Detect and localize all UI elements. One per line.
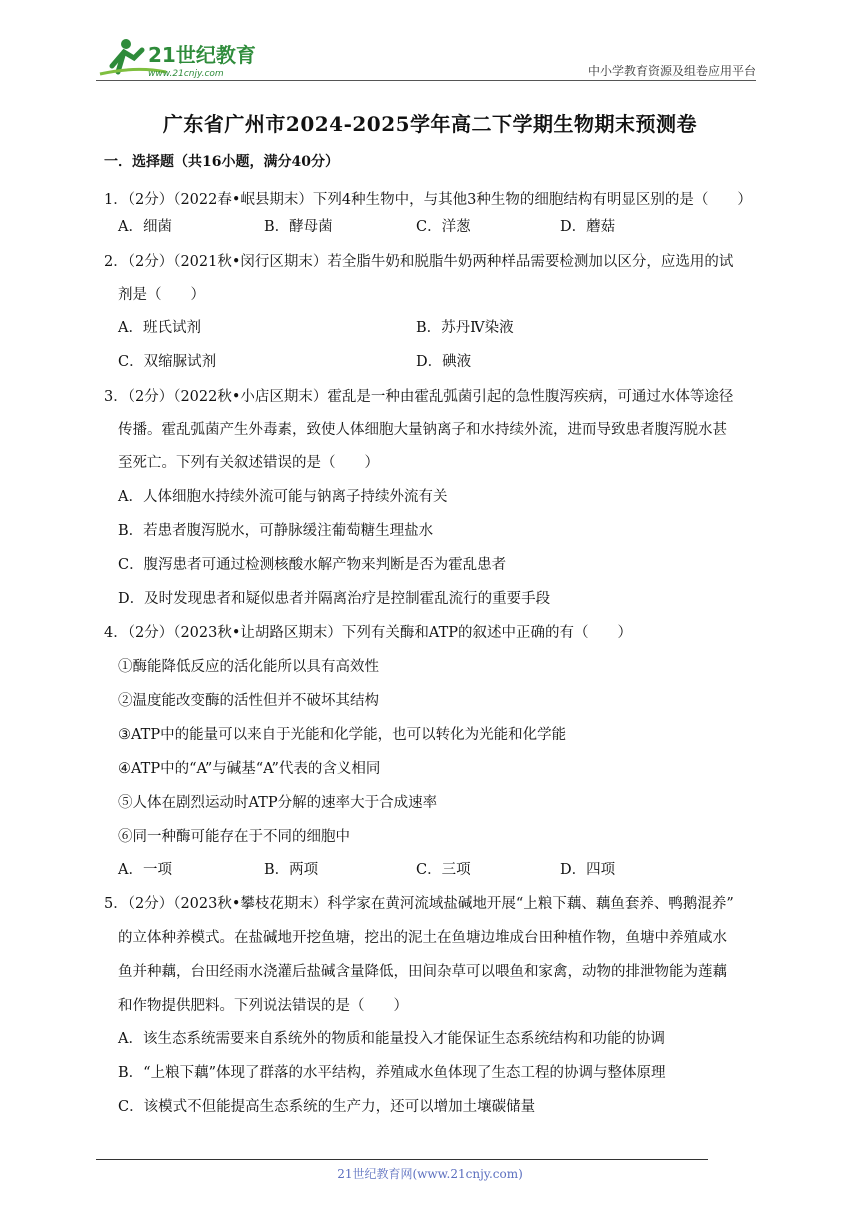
question-2-text: 2．（2分）（2021秋•闵行区期末）若全脂牛奶和脱脂牛奶两种样品需要检测加以区分，应选用的试 (104, 254, 734, 270)
question-2-text-cont: 剂是（ ） (118, 287, 205, 303)
option-b: B．两项 (264, 862, 319, 878)
option-a: A．细菌 (118, 219, 172, 235)
site-logo (96, 36, 266, 80)
question-3-option-a: A．人体细胞水持续外流可能与钠离子持续外流有关 (118, 489, 448, 505)
question-5-option-c: C．该模式不但能提高生态系统的生产力，还可以增加土壤碳储量 (118, 1099, 536, 1115)
option-a: A．一项 (118, 862, 172, 878)
question-3-option-d: D．及时发现患者和疑似患者并隔离治疗是控制霍乱流行的重要手段 (118, 591, 551, 607)
question-5-text: 5．（2分）（2023秋•攀枝花期末）科学家在黄河流域盐碱地开展“上粮下藕、藕鱼套养、鸭鹅混养” (104, 896, 734, 912)
question-3-option-b: B．若患者腹泻脱水，可静脉缓注葡萄糖生理盐水 (118, 523, 434, 539)
statement-item: ②温度能改变酶的活性但并不破坏其结构 (118, 693, 379, 709)
option-b: B．苏丹Ⅳ染液 (416, 320, 514, 336)
question-4-text: 4．（2分）（2023秋•让胡路区期末）下列有关酶和ATP的叙述中正确的有（ ） (104, 625, 633, 641)
statement-item: ⑥同一种酶可能存在于不同的细胞中 (118, 829, 350, 845)
option-d: D．四项 (560, 862, 616, 878)
svg-text:www.21cnjy.com: www.21cnjy.com (148, 69, 224, 79)
option-c: C．洋葱 (416, 219, 471, 235)
question-3-text: 3．（2分）（2022秋•小店区期末）霍乱是一种由霍乱弧菌引起的急性腹泻疾病，可通过水体等途径 (104, 389, 734, 405)
svg-text:21世纪教育: 21世纪教育 (148, 43, 256, 67)
option-d: D．蘑菇 (560, 219, 616, 235)
document-title: 广东省广州市2024-2025学年高二下学期生物期末预测卷 (162, 112, 698, 136)
section-heading: 一．选择题（共16小题，满分40分） (104, 154, 339, 170)
statement-item: ③ATP中的能量可以来自于光能和化学能，也可以转化为光能和化学能 (118, 727, 567, 743)
question-5-text-cont: 鱼并种藕，台田经雨水浇灌后盐碱含量降低，田间杂草可以喂鱼和家禽，动物的排泄物能为莲藕 (118, 964, 727, 980)
runner-logo-icon (96, 36, 266, 80)
footer-divider (96, 1159, 708, 1160)
question-1-options (118, 210, 758, 244)
question-2-options-row1 (118, 311, 758, 345)
question-5-text-cont: 和作物提供肥料。下列说法错误的是（ ） (118, 998, 408, 1014)
question-4-options (118, 853, 758, 887)
question-2-options-row2 (118, 345, 758, 379)
option-a: A．班氏试剂 (118, 320, 201, 336)
platform-name: 中小学教育资源及组卷应用平台 (587, 64, 756, 78)
statement-item: ①酶能降低反应的活化能所以具有高效性 (118, 659, 379, 675)
question-3-text-cont: 传播。霍乱弧菌产生外毒素，致使人体细胞大量钠离子和水持续外流，进而导致患者腹泻脱水甚 (118, 422, 727, 438)
statement-item: ④ATP中的“A”与碱基“A”代表的含义相同 (118, 761, 381, 777)
question-5-option-a: A．该生态系统需要来自系统外的物质和能量投入才能保证生态系统结构和功能的协调 (118, 1031, 665, 1047)
option-c: C．三项 (416, 862, 471, 878)
question-1-text: 1．（2分）（2022春•岷县期末）下列4种生物中，与其他3种生物的细胞结构有明显区别的是（ ） (104, 192, 752, 208)
option-b: B．酵母菌 (264, 219, 333, 235)
footer-link[interactable]: 21世纪教育网(www.21cnjy.com) (337, 1167, 523, 1181)
option-c: C．双缩脲试剂 (118, 354, 217, 370)
question-5-option-b: B．“上粮下藕”体现了群落的水平结构，养殖咸水鱼体现了生态工程的协调与整体原理 (118, 1065, 666, 1081)
question-3-option-c: C．腹泻患者可通过检测核酸水解产物来判断是否为霍乱患者 (118, 557, 507, 573)
question-5-text-cont: 的立体种养模式。在盐碱地开挖鱼塘，挖出的泥土在鱼塘边堆成台田种植作物，鱼塘中养殖咸水 (118, 930, 727, 946)
option-d: D．碘液 (416, 354, 472, 370)
header-divider (96, 80, 756, 81)
statement-item: ⑤人体在剧烈运动时ATP分解的速率大于合成速率 (118, 795, 438, 811)
question-3-text-cont: 至死亡。下列有关叙述错误的是（ ） (118, 455, 379, 471)
